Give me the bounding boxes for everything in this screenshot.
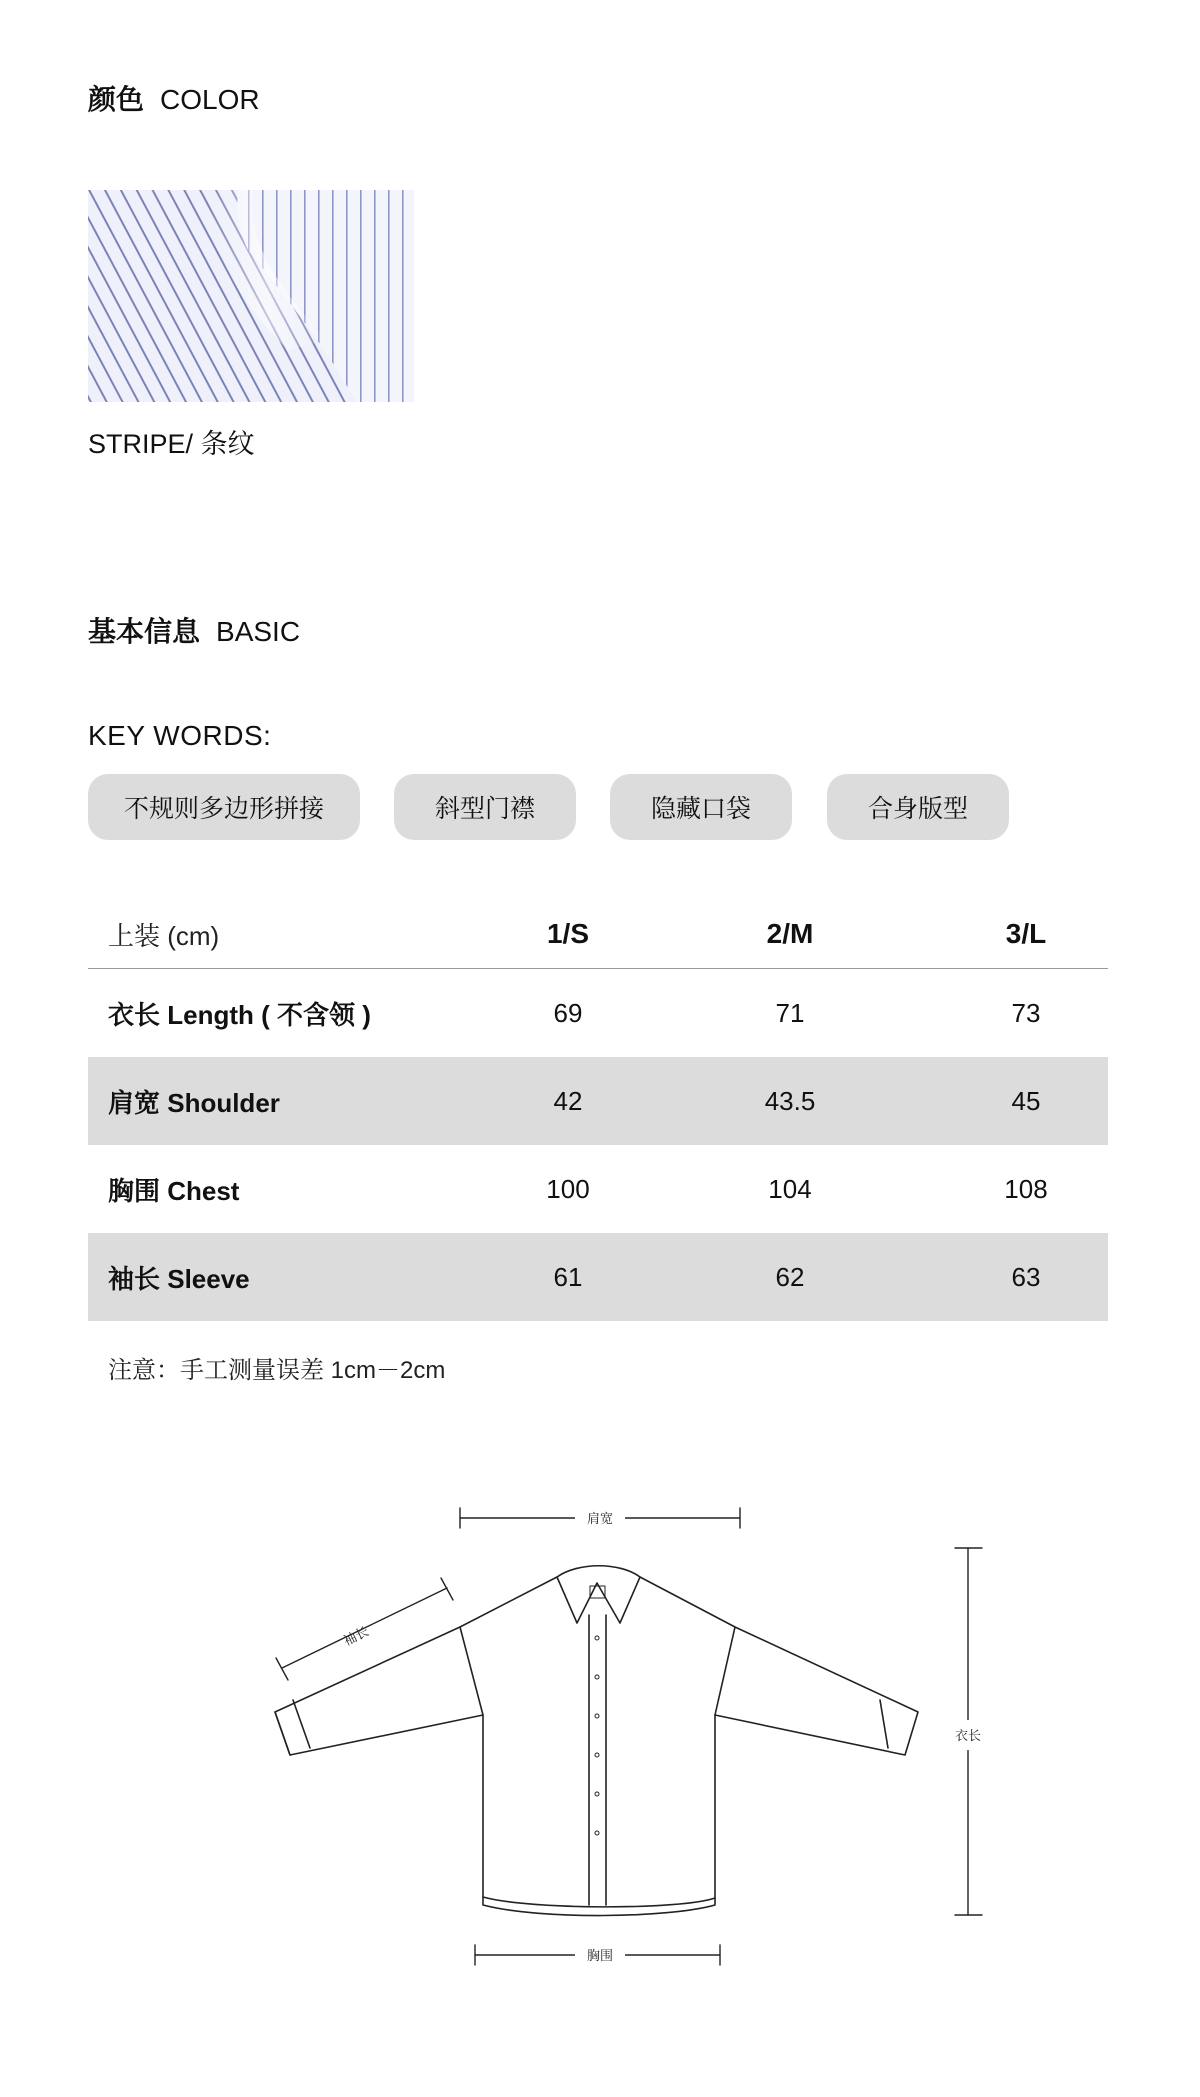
table-header-size: 3/L <box>1005 918 1047 949</box>
keyword-tag: 合身版型 <box>827 774 1009 840</box>
row-label: 胸围 Chest <box>108 1175 240 1206</box>
keyword-tag: 隐藏口袋 <box>610 774 792 840</box>
table-row-shoulder <box>88 1057 1108 1145</box>
table-cell: 73 <box>1011 997 1041 1028</box>
row-label: 衣长 Length ( 不含领 ) <box>108 999 371 1030</box>
color-heading-en: COLOR <box>160 84 260 115</box>
table-cell: 62 <box>775 1261 805 1292</box>
table-cell: 42 <box>553 1085 583 1116</box>
table-cell: 108 <box>1004 1173 1048 1204</box>
basic-heading <box>88 610 300 650</box>
table-cell: 104 <box>768 1173 812 1204</box>
table-row-length <box>88 969 1108 1057</box>
table-cell: 45 <box>1011 1085 1041 1116</box>
table-cell: 69 <box>553 997 583 1028</box>
keyword-tag: 不规则多边形拼接 <box>88 774 360 840</box>
table-cell: 61 <box>553 1261 583 1292</box>
shirt-measurement-diagram <box>0 1480 1200 2000</box>
keywords-label: KEY WORDS: <box>88 720 272 751</box>
table-row-sleeve <box>88 1233 1108 1321</box>
table-header-size: 1/S <box>546 918 590 949</box>
shoulder-label: 肩宽 <box>586 1512 614 1527</box>
sleeve-label: 袖长 <box>341 1624 372 1650</box>
table-cell: 71 <box>775 997 805 1028</box>
size-table <box>88 900 1108 1321</box>
chest-label: 胸围 <box>586 1949 614 1964</box>
swatch-label: STRIPE/ 条纹 <box>88 429 255 459</box>
table-header-row <box>88 900 1108 969</box>
table-cell: 63 <box>1011 1261 1041 1292</box>
color-heading-cn: 颜色 <box>88 84 145 115</box>
basic-heading-cn: 基本信息 <box>88 616 201 647</box>
keyword-tag: 斜型门襟 <box>394 774 576 840</box>
shirt-outline <box>275 1566 918 1916</box>
table-cell: 100 <box>546 1173 590 1204</box>
color-swatch-stripe[interactable] <box>88 190 414 402</box>
row-label: 袖长 Sleeve <box>108 1263 250 1294</box>
table-header-unit: 上装 (cm) <box>108 920 220 951</box>
stripe-fabric-image <box>88 190 414 402</box>
length-label: 衣长 <box>954 1729 982 1744</box>
color-heading <box>88 78 260 118</box>
basic-heading-en: BASIC <box>216 616 301 647</box>
measurement-note: 注意：手工测量误差 1cm－2cm <box>108 1357 446 1384</box>
table-header-size: 2/M <box>766 918 814 949</box>
row-label: 肩宽 Shoulder <box>108 1087 280 1118</box>
table-row-chest <box>88 1145 1108 1233</box>
table-cell: 43.5 <box>764 1085 816 1116</box>
